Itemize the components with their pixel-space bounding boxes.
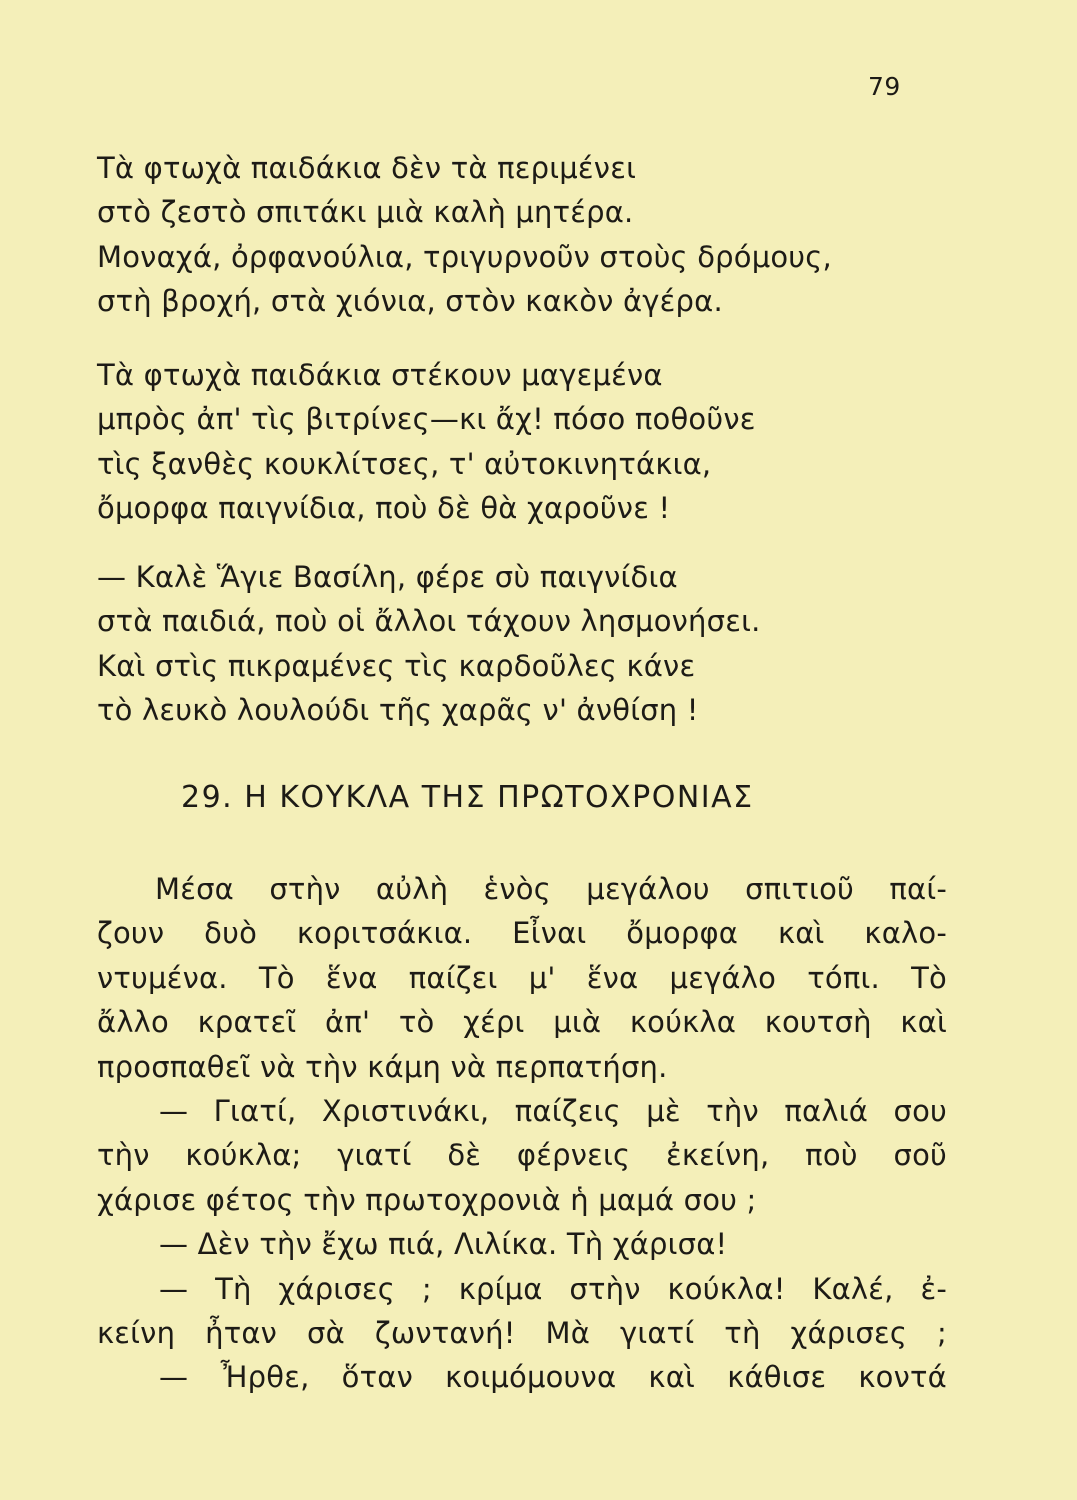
verse-line: — Καλὲ Ἅγιε Βασίλη, φέρε σὺ παιγνίδια	[97, 560, 678, 594]
verse-line: μπρὸς ἀπ' τὶς βιτρίνες—κι ἄχ! πόσο ποθοῦνε	[97, 402, 756, 437]
poem-stanza-3	[97, 555, 947, 733]
verse-line: Τὰ φτωχὰ παιδάκια δὲν τὰ περιμένει	[97, 151, 637, 185]
chapter-heading: 29. Η ΚΟΥΚΛΑ ΤΗΣ ΠΡΩΤΟΧΡΟΝΙΑΣ	[181, 780, 754, 815]
poem-stanza-2	[97, 353, 947, 531]
prose-line: — Γιατί, Χριστινάκι, παίζεις μὲ τὴν παλιά σου	[159, 1093, 947, 1128]
prose-line: — Τὴ χάρισες ; κρίμα στὴν κούκλα! Καλέ, ἐ-	[159, 1271, 947, 1306]
verse-line: ὄμορφα παιγνίδια, ποὺ δὲ θὰ χαροῦνε !	[97, 491, 671, 526]
verse-line: τὶς ξανθὲς κουκλίτσες, τ' αὐτοκινητάκια,	[97, 446, 712, 481]
verse-line: Μοναχά, ὀρφανούλια, τριγυρνοῦν στοὺς δρόμους,	[97, 239, 832, 274]
page-number: 79	[868, 72, 901, 101]
prose-line: Μέσα στὴν αὐλὴ ἑνὸς μεγάλου σπιτιοῦ παί-	[155, 872, 947, 906]
verse-line: στὸ ζεστὸ σπιτάκι μιὰ καλὴ μητέρα.	[97, 195, 634, 230]
verse-line: τὸ λευκὸ λουλούδι τῆς χαρᾶς ν' ἀνθίση !	[97, 693, 699, 728]
prose-line: — Ἦρθε, ὅταν κοιμόμουνα καὶ κάθισε κοντά	[159, 1360, 947, 1395]
prose-line: ντυμένα. Τὸ ἕνα παίζει μ' ἕνα μεγάλο τόπι. Τὸ	[97, 960, 947, 995]
verse-line: στὴ βροχή, στὰ χιόνια, στὸν κακὸν ἀγέρα.	[97, 284, 723, 319]
prose-line: ἄλλο κρατεῖ ἀπ' τὸ χέρι μιὰ κούκλα κουτσὴ καὶ	[97, 1005, 947, 1040]
prose-line: χάρισε φέτος τὴν πρωτοχρονιὰ ἡ μαμά σου ;	[97, 1182, 757, 1217]
prose-body	[97, 867, 947, 1400]
prose-line: προσπαθεῖ νὰ τὴν κάμη νὰ περπατήση.	[97, 1049, 668, 1084]
prose-line: — Δὲν τὴν ἔχω πιά, Λιλίκα. Τὴ χάρισα!	[159, 1227, 728, 1262]
verse-line: στὰ παιδιά, ποὺ οἱ ἄλλοι τάχουν λησμονήσει.	[97, 604, 761, 639]
verse-line: Τὰ φτωχὰ παιδάκια στέκουν μαγεμένα	[97, 358, 663, 392]
verse-line: Καὶ στὶς πικραμένες τὶς καρδοῦλες κάνε	[97, 648, 696, 683]
prose-line: τὴν κούκλα; γιατί δὲ φέρνεις ἐκείνη, ποὺ σοῦ	[97, 1138, 947, 1173]
prose-line: κείνη ἦταν σὰ ζωντανή! Μὰ γιατί τὴ χάρισες ;	[97, 1315, 947, 1350]
poem-stanza-1	[97, 146, 947, 324]
prose-line: ζουν δυὸ κοριτσάκια. Εἶναι ὄμορφα καὶ καλο-	[97, 916, 947, 951]
